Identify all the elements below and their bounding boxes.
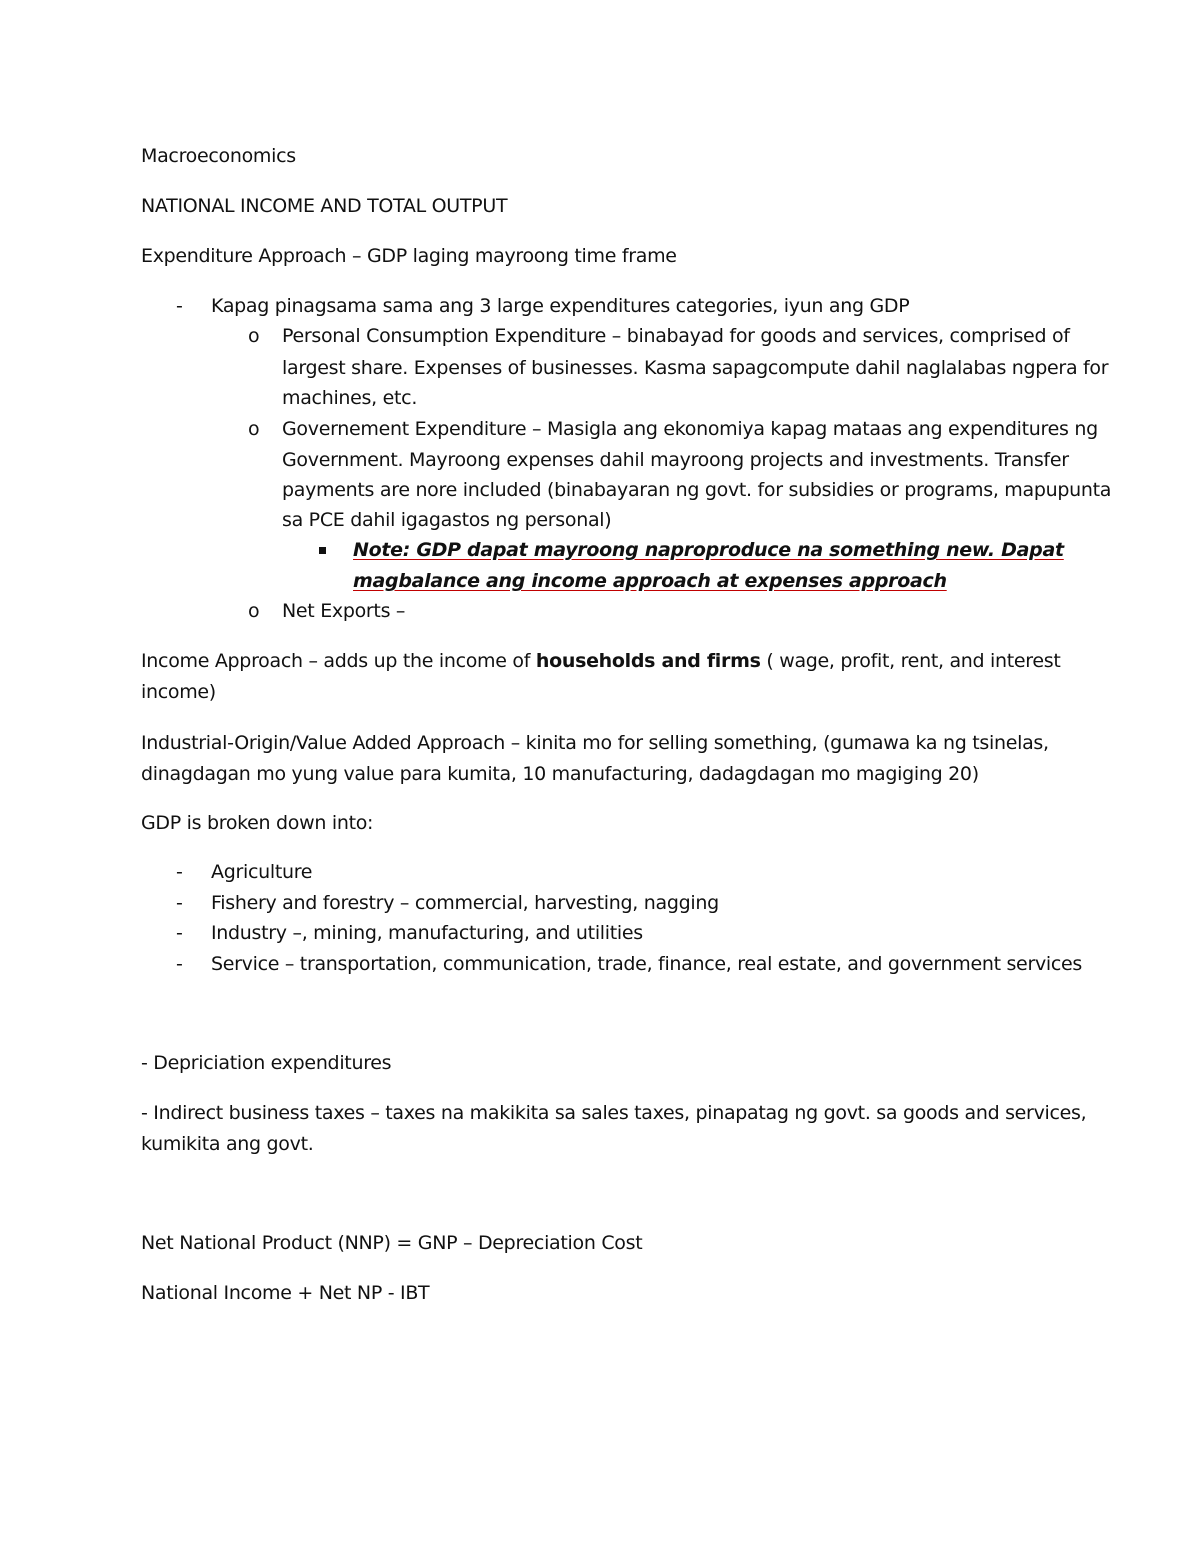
pce-line-3: machines, etc. — [282, 387, 418, 409]
pce-line-1: Personal Consumption Expenditure – binabayad for goods and services, comprised of — [282, 325, 1070, 347]
indirect-taxes-line-1: - Indirect business taxes – taxes na makikita sa sales taxes, pinapatag ng govt. sa goods and services, — [141, 1102, 1087, 1124]
circle-bullet-marker: o — [248, 600, 260, 622]
national-income-formula: National Income + Net NP - IBT — [141, 1282, 430, 1304]
net-exports: Net Exports – — [282, 600, 406, 622]
document-title: Macroeconomics — [141, 145, 296, 167]
pce-line-2: largest share. Expenses of businesses. Kasma sapagcompute dahil naglalabas ngpera for — [282, 357, 1109, 379]
gdp-breakdown-heading: GDP is broken down into: — [141, 812, 374, 834]
income-approach-text: Income Approach – adds up the income of — [141, 650, 536, 672]
dash-bullet-marker: - — [176, 892, 183, 914]
gdp-item-service: Service – transportation, communication, trade, finance, real estate, and government services — [211, 953, 1083, 975]
income-approach-text-2: ( wage, profit, rent, and interest — [760, 650, 1061, 672]
circle-bullet-marker: o — [248, 325, 260, 347]
expenditure-bullet: Kapag pinagsama sama ang 3 large expenditures categories, iyun ang GDP — [211, 295, 910, 317]
nnp-formula: Net National Product (NNP) = GNP – Depreciation Cost — [141, 1232, 643, 1254]
gov-line-2: Government. Mayroong expenses dahil mayroong projects and investments. Transfer — [282, 449, 1069, 471]
section-heading: NATIONAL INCOME AND TOTAL OUTPUT — [141, 195, 508, 217]
income-approach-bold: households and firms — [535, 650, 761, 672]
industrial-line-1: Industrial-Origin/Value Added Approach – kinita mo for selling something, (gumawa ka ng tsinelas, — [141, 732, 1049, 754]
gov-line-4: sa PCE dahil igagastos ng personal) — [282, 509, 612, 531]
dash-bullet-marker: - — [176, 295, 183, 317]
income-approach-line-2: income) — [141, 681, 216, 703]
industrial-line-2: dinagdagan mo yung value para kumita, 10 manufacturing, dadagdagan mo magiging 20) — [141, 763, 979, 785]
gdp-item-agriculture: Agriculture — [211, 861, 313, 883]
note-line-2: magbalance ang income approach at expenses approach — [353, 570, 947, 592]
dash-bullet-marker: - — [176, 953, 183, 975]
gdp-item-industry: Industry –, mining, manufacturing, and utilities — [211, 922, 643, 944]
expenditure-approach-heading: Expenditure Approach – GDP laging mayroong time frame — [141, 245, 677, 267]
income-approach-line-1 — [141, 649, 1061, 673]
gov-line-3: payments are nore included (binabayaran ng govt. for subsidies or programs, mapupunta — [282, 479, 1112, 501]
note-line-1: Note: GDP dapat mayroong naproproduce na something new. Dapat — [353, 539, 1064, 561]
gov-line-1: Governement Expenditure – Masigla ang ekonomiya kapag mataas ang expenditures ng — [282, 418, 1098, 440]
depreciation-expenditures: - Depriciation expenditures — [141, 1052, 392, 1074]
circle-bullet-marker: o — [248, 418, 260, 440]
dash-bullet-marker: - — [176, 861, 183, 883]
indirect-taxes-line-2: kumikita ang govt. — [141, 1133, 314, 1155]
gdp-item-fishery: Fishery and forestry – commercial, harvesting, nagging — [211, 892, 719, 914]
square-bullet-marker — [319, 547, 326, 554]
dash-bullet-marker: - — [176, 922, 183, 944]
